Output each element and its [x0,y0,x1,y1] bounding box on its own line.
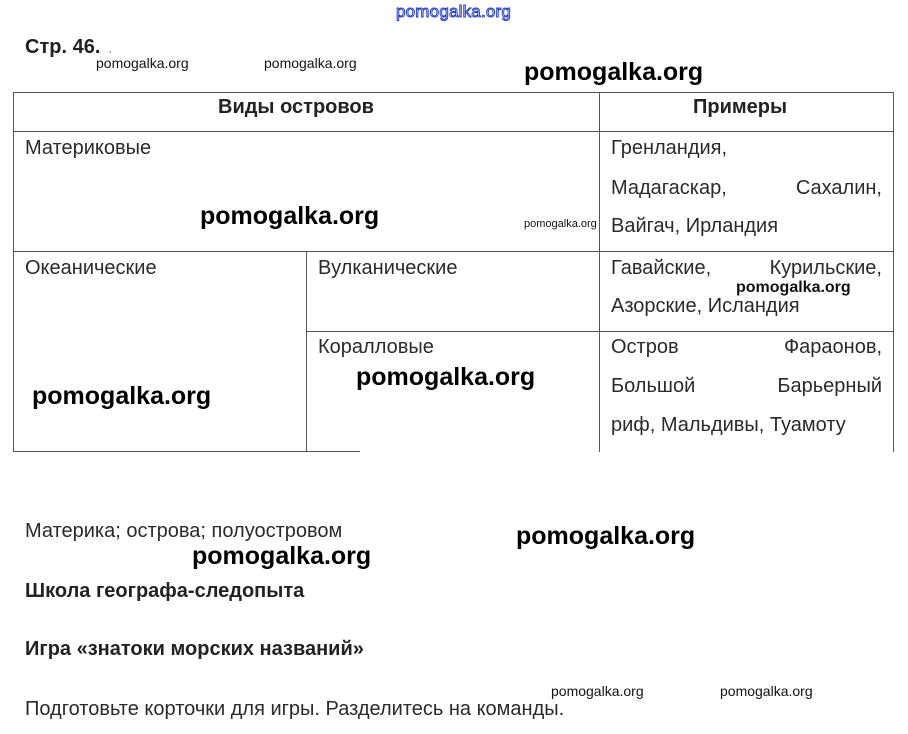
examples-volcanic-line1 [611,257,882,280]
examples-continental-line3: Вайгач, Ирландия [611,215,779,237]
watermark-top: pomogalka.org [396,2,512,21]
table-header-divider [13,131,894,132]
watermark: pomogalka.org [192,542,372,570]
examples-continental-line2 [611,177,882,200]
examples-coral-line1 [611,336,882,359]
header-examples: Примеры [693,96,788,118]
examples-coral-line3: риф, Мальдивы, Туамоту [611,414,846,436]
watermark: pomogalka.org [264,55,357,71]
type-coral: Коралловые [318,336,434,358]
type-volcanic: Вулканические [318,257,458,279]
game-title: Игра «знатоки морских названий» [25,638,364,660]
type-continental: Материковые [25,137,152,159]
watermark: pomogalka.org [32,382,212,410]
example-madagascar: Мадагаскар, [611,177,727,199]
watermark: pomogalka.org [200,202,380,230]
table-border-right [893,92,894,452]
examples-coral-line2 [611,375,882,398]
example-island: Остров [611,336,679,358]
examples-continental-line1: Гренландия, [611,137,728,159]
header-types: Виды островов [218,96,374,118]
page-label-mark: . [108,40,113,56]
answer-line: Материка; острова; полуостровом [25,520,343,542]
example-hawaiian: Гавайские, [611,257,712,279]
watermark: pomogalka.org [720,683,813,699]
table-border-bottom [13,451,360,452]
watermark: pomogalka.org [551,683,644,699]
example-great: Большой [611,375,696,397]
table-border-top [13,92,894,93]
example-sakhalin: Сахалин, [795,177,882,199]
table-border-left [13,92,14,452]
watermark: pomogalka.org [96,55,189,71]
watermark: pomogalka.org [356,363,536,391]
page-label-text: Стр. 46. [25,36,101,58]
instruction-text: Подготовьте корточки для игры. Разделитесь на команды. [25,698,565,720]
watermark: pomogalka.org [736,279,851,296]
example-barrier: Барьерный [777,375,882,397]
table-col-divider [599,92,600,452]
watermark: pomogalka.org [524,58,704,86]
section-title: Школа географа-следопыта [25,580,305,602]
examples-volcanic-line2: Азорские, Исландия [611,295,800,317]
example-pharaoh: Фараонов, [783,336,882,358]
table-row-divider [13,251,894,252]
example-kuril: Курильские, [769,257,882,279]
type-oceanic: Океанические [25,257,157,279]
table-subcol-divider [306,251,307,452]
table-subrow-divider [306,331,894,332]
watermark: pomogalka.org [516,522,696,550]
watermark: pomogalka.org [524,218,597,230]
